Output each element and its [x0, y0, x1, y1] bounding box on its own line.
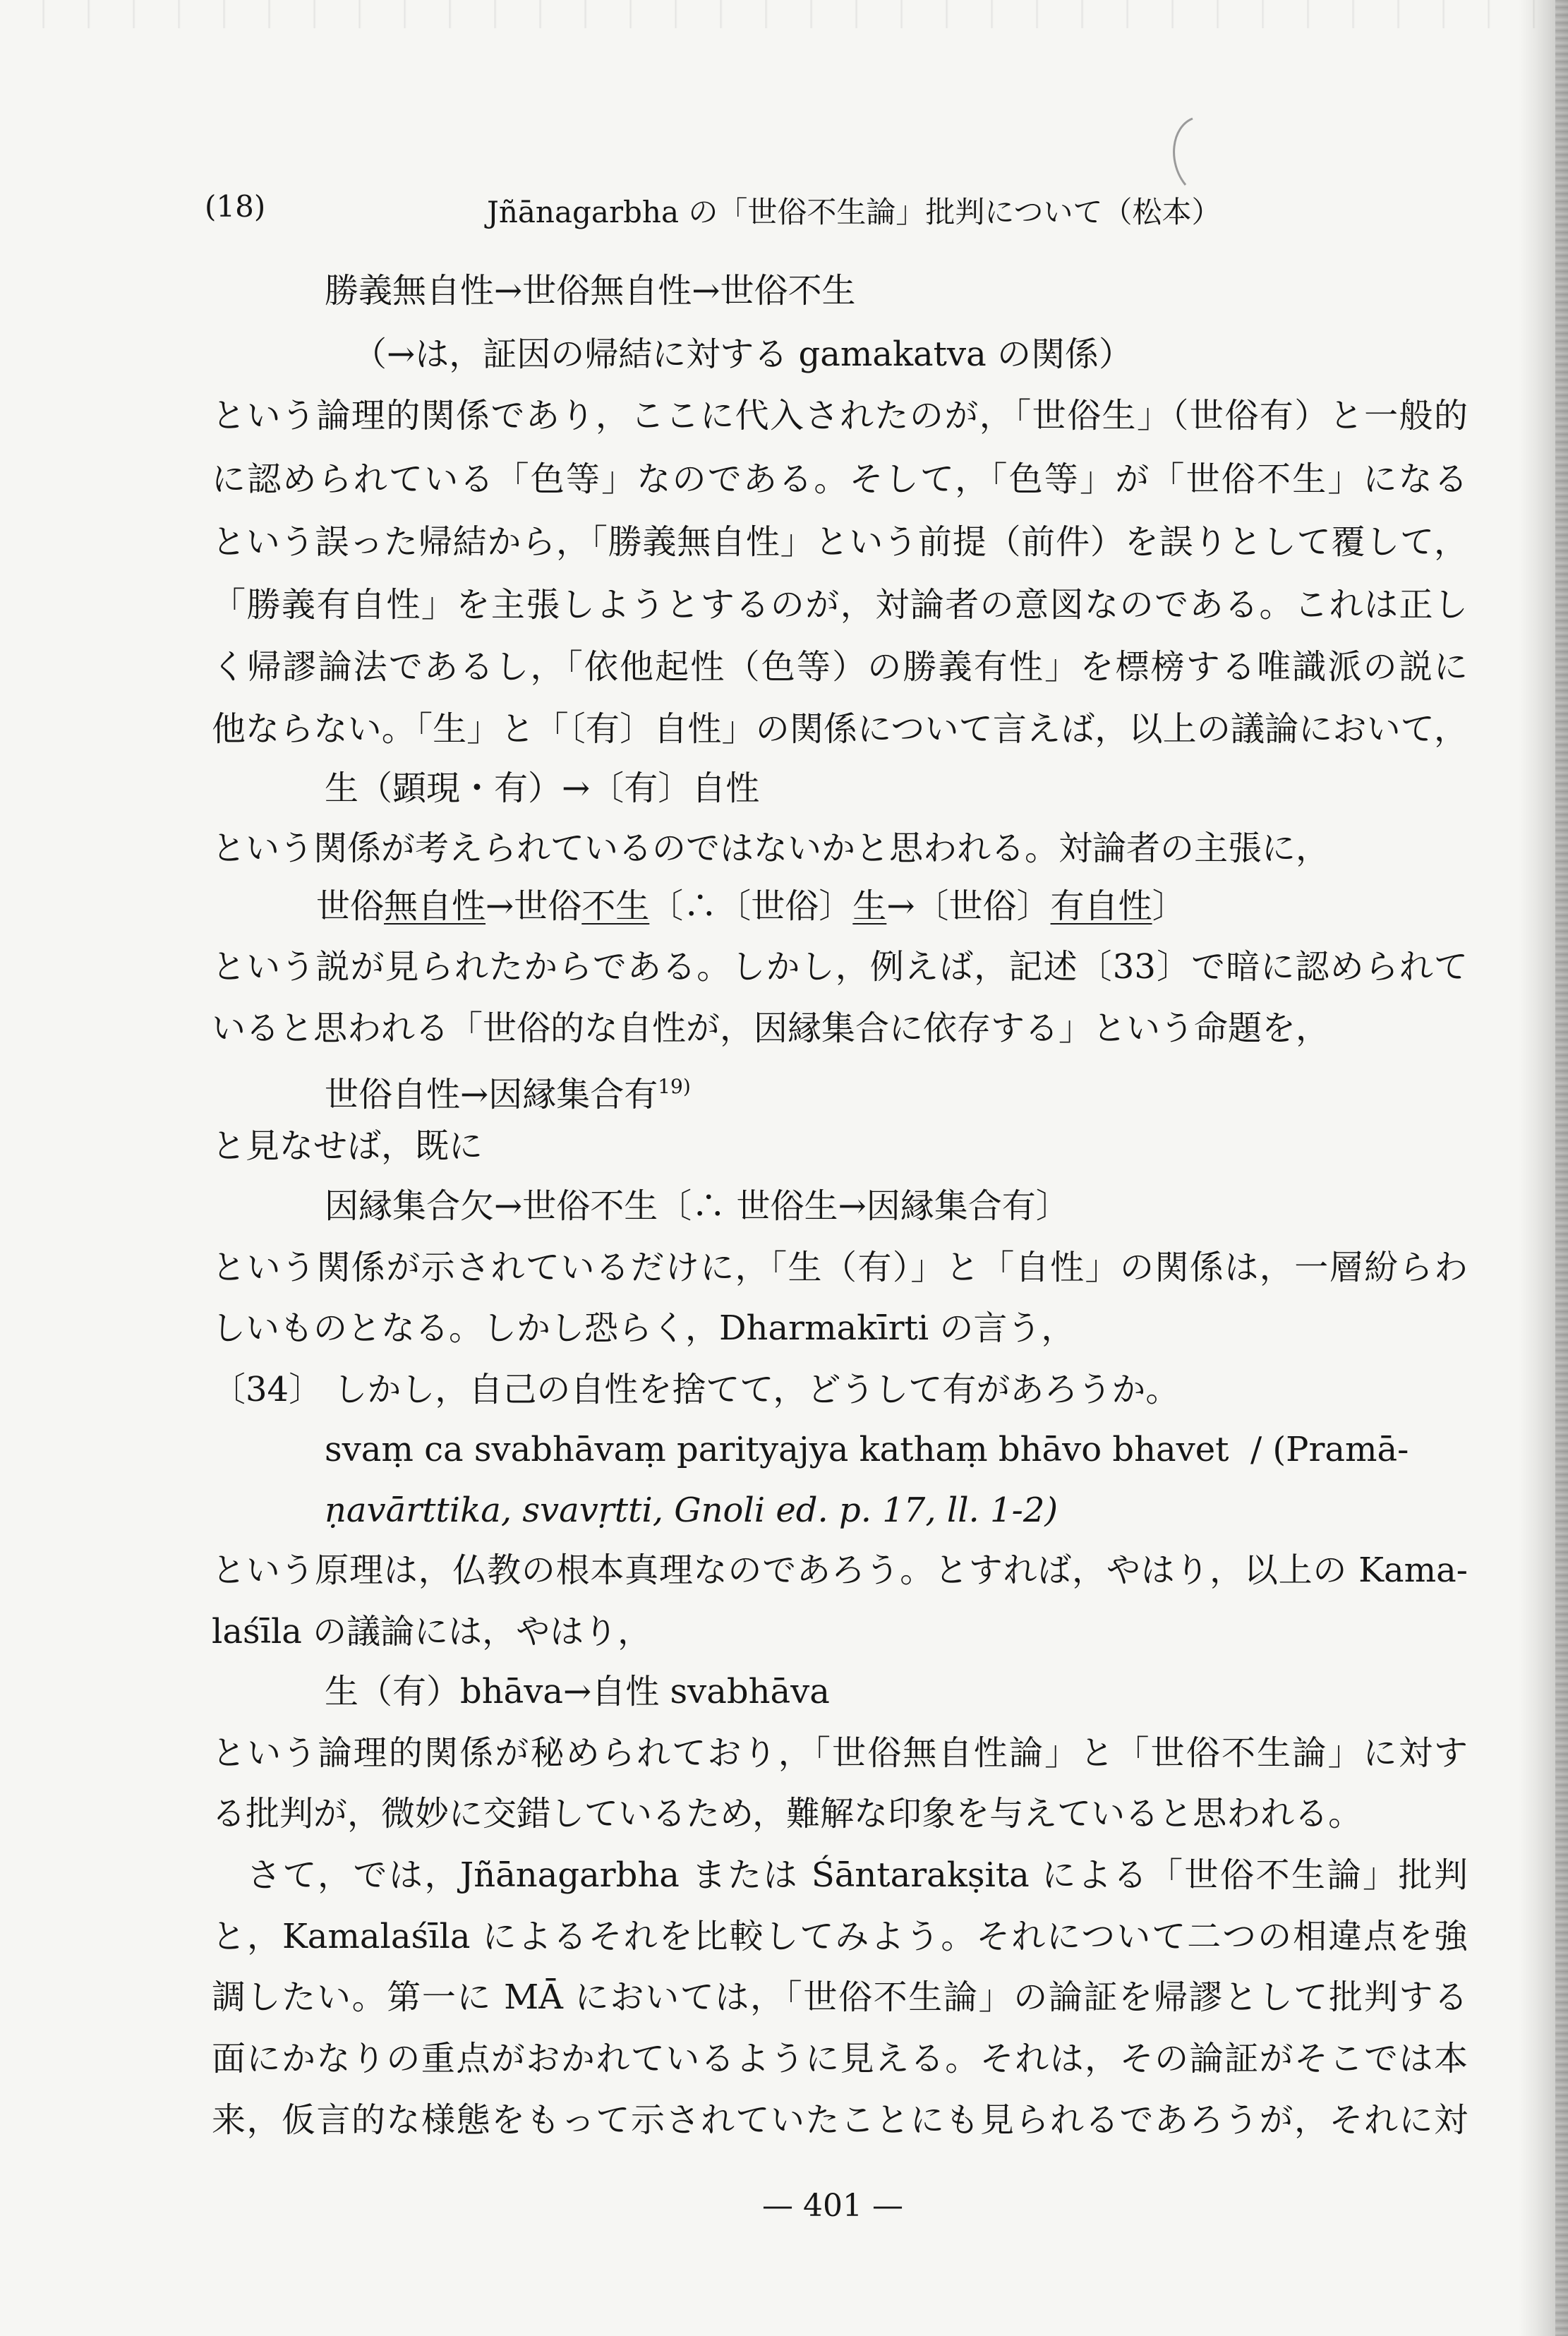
- body-line: と，Kamalaśīla によるそれを比較してみよう。それについて二つの相違点を強: [212, 1917, 1468, 1956]
- scan-edge-texture: [1555, 0, 1568, 2336]
- formula-segment: 〔∴〔世俗〕: [649, 886, 853, 926]
- body-line: という関係が考えられているのではないかと思われる。対論者の主張に，: [212, 829, 1330, 868]
- scan-artifact-top: [0, 0, 1568, 28]
- body-line: く帰謬論法であるし，「依他起性（色等）の勝義有性」を標榜する唯識派の説に: [212, 647, 1468, 687]
- body-line: と見なせば，既に: [212, 1126, 483, 1166]
- body-line: に認められている「色等」なのである。そして，「色等」が「世俗不生」になる: [212, 459, 1468, 499]
- formula-line: 生（顕現・有）→〔有〕自性: [325, 769, 760, 808]
- body-line: という論理的関係であり，ここに代入されたのが，「世俗生」（世俗有）と一般的: [212, 396, 1468, 435]
- margin-mark-icon: [1157, 113, 1207, 191]
- formula-segment: →世俗: [486, 886, 582, 926]
- body-line: という関係が示されているだけに，「生（有）」と「自性」の関係は，一層紛らわ: [212, 1248, 1468, 1287]
- body-line: という原理は，仏教の根本真理なのであろう。とすれば，やはり，以上の Kama-: [212, 1551, 1468, 1590]
- formula-line: 勝義無自性→世俗無自性→世俗不生: [325, 271, 856, 311]
- formula-note: （→は，証因の帰結に対する gamakatva の関係）: [353, 335, 1133, 374]
- formula-line-underlined: [316, 884, 1186, 929]
- formula-underlined-segment: 生: [852, 886, 887, 926]
- body-line: いると思われる「世俗的な自性が，因縁集合に依存する」という命題を，: [212, 1009, 1330, 1048]
- body-line: しいものとなる。しかし恐らく，Dharmakīrti の言う，: [212, 1308, 1075, 1348]
- formula-underlined-segment: 不生: [581, 886, 650, 926]
- formula-segment: 世俗: [316, 886, 385, 926]
- page-number: — 401 —: [762, 2188, 903, 2224]
- formula-segment: 〕: [1152, 886, 1186, 926]
- sanskrit-source: ṇavārttika, svavṛtti, Gnoli ed. p. 17, ll. 1-2): [325, 1491, 1059, 1530]
- formula-line: 生（有）bhāva→自性 svabhāva: [325, 1672, 830, 1711]
- body-line: 面にかなりの重点がおかれているように見える。それは，その論証がそこでは本: [212, 2039, 1468, 2078]
- footnote-ref: 19): [658, 1075, 691, 1098]
- body-line: る批判が，微妙に交錯しているため，難解な印象を与えていると思われる。: [212, 1794, 1363, 1834]
- body-line: という論理的関係が秘められており，「世俗無自性論」と「世俗不生論」に対す: [212, 1733, 1468, 1773]
- running-title: Jñānagarbha の「世俗不生論」批判について（松本）: [487, 195, 1222, 229]
- formula-text: 世俗自性→因縁集合有: [325, 1075, 658, 1114]
- formula-segment: →〔世俗〕: [886, 886, 1051, 926]
- citation-line: 〔34〕 しかし，自己の自性を捨てて，どうして有があろうか。: [212, 1370, 1180, 1409]
- body-line: 調したい。第一に MĀ においては，「世俗不生論」の論証を帰謬として批判する: [212, 1977, 1468, 2017]
- formula-underlined-segment: 有自性: [1050, 886, 1152, 926]
- body-line: laśīla の議論には，やはり，: [212, 1612, 652, 1651]
- page-header: [205, 189, 1348, 231]
- formula-line: [325, 1064, 691, 1117]
- formula-underlined-segment: 無自性: [384, 886, 486, 926]
- header-page-label: (18): [205, 189, 266, 224]
- sanskrit-quote: svaṃ ca svabhāvaṃ parityajya kathaṃ bhāvo bhavet / (Pramā-: [325, 1430, 1409, 1469]
- paragraph-start-line: さて，では，Jñānagarbha または Śāntarakṣita による「世俗不生論」批判: [247, 1855, 1468, 1895]
- formula-line: 因縁集合欠→世俗不生〔∴ 世俗生→因縁集合有〕: [325, 1186, 1070, 1226]
- body-line: 来，仮言的な様態をもって示されていたことにも見られるであろうが，それに対: [212, 2100, 1468, 2140]
- body-line: という説が見られたからである。しかし，例えば，記述〔33〕で暗に認められて: [212, 947, 1468, 987]
- body-line: 他ならない。「生」と「〔有〕自性」の関係について言えば，以上の議論において，: [212, 709, 1468, 749]
- body-line: 「勝義有自性」を主張しようとするのが，対論者の意図なのである。これは正し: [212, 585, 1468, 625]
- body-line: という誤った帰結から，「勝義無自性」という前提（前件）を誤りとして覆して，: [212, 522, 1468, 562]
